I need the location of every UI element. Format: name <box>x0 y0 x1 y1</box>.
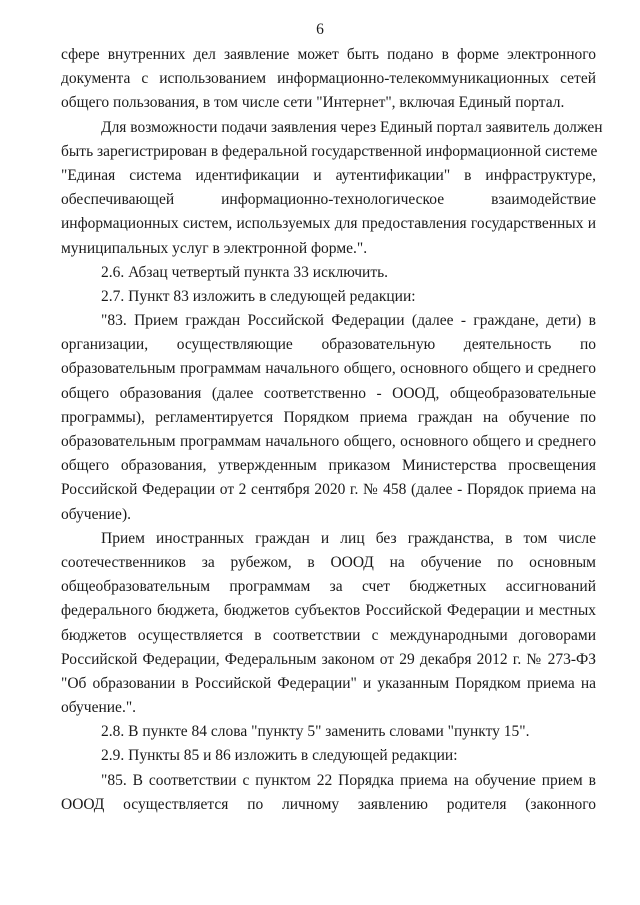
text-line: общего образования (далее соответственно - ОООД, общеобразовательные <box>61 384 596 402</box>
text-line: "85. В соответствии с пунктом 22 Порядка приема на обучение прием в <box>101 771 596 789</box>
text-line: "Единая система идентификации и аутентификации" в инфраструктуре, <box>61 166 596 184</box>
text-line: общего пользования, в том числе сети "Интернет", включая Единый портал. <box>61 94 565 112</box>
text-line: муниципальных услуг в электронной форме.". <box>61 239 368 257</box>
text-line: обучение.". <box>61 699 137 717</box>
text-line: "Об образовании в Российской Федерации" и указанным Порядком приема на <box>61 674 596 692</box>
text-line: общеобразовательным программам за счет бюджетных ассигнований <box>61 578 596 596</box>
text-line: федерального бюджета, бюджетов субъектов Российской Федерации и местных <box>61 602 596 620</box>
text-line: обучение). <box>61 505 131 523</box>
text-line: образовательным программам начального общего, основного общего и среднего <box>61 360 596 378</box>
text-line: программы), регламентируется Порядком приема граждан на обучение по <box>61 408 596 426</box>
text-line: сфере внутренних дел заявление может быть подано в форме электронного <box>61 46 596 63</box>
text-line: быть зарегистрирован в федеральной государственной информационной системе <box>61 142 598 160</box>
text-line: бюджетов осуществляется в соответствии с международными договорами <box>61 626 596 644</box>
text-line: документа с использованием информационно-телекоммуникационных сетей <box>61 70 596 88</box>
text-line: Для возможности подачи заявления через Единый портал заявитель должен <box>101 118 603 136</box>
text-line: информационных систем, используемых для предоставления государственных и <box>61 215 596 233</box>
text-line: образовательным программам начального общего, основного общего и среднего <box>61 433 596 450</box>
text-line: общего образования, утвержденным приказом Министерства просвещения <box>61 457 596 475</box>
text-line: обеспечивающей информационно-технологическое взаимодействие <box>61 191 596 209</box>
text-line: "83. Прием граждан Российской Федерации (далее - граждане, дети) в <box>101 312 596 330</box>
text-line: соотечественников за рубежом, в ОООД на обучение по основным <box>61 553 596 571</box>
text-line: 2.8. В пункте 84 слова "пункту 5" заменить словами "пункту 15". <box>101 723 530 741</box>
page-number: 6 <box>316 21 324 38</box>
text-line: Прием иностранных граждан и лиц без гражданства, в том числе <box>101 529 596 547</box>
text-line: 2.6. Абзац четвертый пункта 33 исключить. <box>101 263 389 281</box>
text-line: ОООД осуществляется по личному заявлению родителя (законного <box>61 795 596 813</box>
text-line: организации, осуществляющие образовательную деятельность по <box>61 336 596 354</box>
text-line: 2.9. Пункты 85 и 86 изложить в следующей редакции: <box>101 747 458 765</box>
body-text <box>61 43 603 817</box>
text-line: Российской Федерации от 2 сентября 2020 г. № 458 (далее - Порядок приема на <box>61 481 596 499</box>
text-line: 2.7. Пункт 83 изложить в следующей редакции: <box>101 287 416 305</box>
text-line: Российской Федерации, Федеральным законом от 29 декабря 2012 г. № 273-ФЗ <box>61 650 596 668</box>
